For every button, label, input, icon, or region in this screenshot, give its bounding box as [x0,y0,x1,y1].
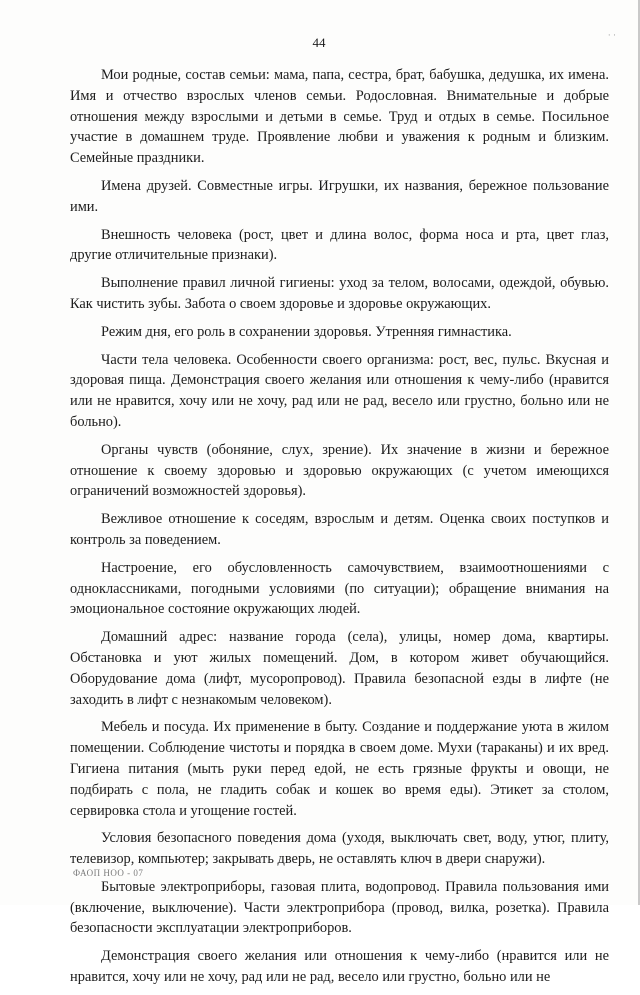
footer-code: ФАОП НОО - 07 [73,868,144,878]
corner-mark: · · [607,30,616,40]
paragraph-home-address: Домашний адрес: название города (села), улицы, номер дома, квартиры. Обстановка и уют жилых помещений. Дом, в котором живет обучающийся. Оборудование дома (лифт, мусоропровод). Правила безопасной езды в лифте (не заходить в лифт с незнакомым человеком). [70,629,609,708]
paragraph-senses: Органы чувств (обоняние, слух, зрение). Их значение в жизни и бережное отношение к своему здоровью и здоровью окружающих (с учетом имеющихся ограничений возможностей здоровья). [70,441,609,500]
paragraph-family: Мои родные, состав семьи: мама, папа, сестра, брат, бабушка, дедушка, их имена. Имя и отчество взрослых членов семьи. Родословная. Внимательные и добрые отношения между взрослыми и детьми в семье. Труд и отдых в семье. Посильное участие в домашнем труде. Проявление любви и уважения к родным и близким. Семейные праздники. [70,67,609,167]
paragraph-politeness: Вежливое отношение к соседям, взрослым и детям. Оценка своих поступков и контроль за поведением. [70,511,609,548]
paragraph-expressing-wishes: Демонстрация своего желания или отношения к чему-либо (нравится или не нравится, хочу или не хочу, рад или не рад, весело или грустно, больно или не [70,948,609,986]
paragraph-daily-routine: Режим дня, его роль в сохранении здоровья. Утренняя гимнастика. [101,323,512,340]
paragraph-body-parts: Части тела человека. Особенности своего организма: рост, вес, пульс. Вкусная и здоровая пища. Демонстрация своего желания или отношения к чему-либо (нравится или не нравится, хочу или не хочу, рад или не рад, весело или грустно, больно или не больно). [70,351,609,430]
paragraph-home-safety: Условия безопасного поведения дома (уходя, выключать свет, воду, утюг, плиту, телевизор, компьютер; закрывать дверь, не оставлять ключ в двери снаружи). [70,830,609,868]
paragraph-furniture: Мебель и посуда. Их применение в быту. Создание и поддержание уюта в жилом помещении. Соблюдение чистоты и порядка в своем доме. Мухи (тараканы) и их вред. Гигиена питания (мыть руки перед едой, не есть грязные фрукты и овощи, не подбирать с пола, не гладить собак и кошек во время еды). Этикет за столом, сервировка стола и угощение гостей. [70,719,609,819]
paragraph-appliances: Бытовые электроприборы, газовая плита, водопровод. Правила пользования ими (включение, выключение). Части электроприбора (провод, вилка, розетка). Правила безопасности эксплуатации электроприборов. [70,878,609,937]
paragraph-friends: Имена друзей. Совместные игры. Игрушки, их названия, бережное пользование ими. [70,177,609,215]
paragraph-hygiene: Выполнение правил личной гигиены: уход за телом, волосами, одеждой, обувью. Как чистить зубы. Забота о своем здоровье и здоровье окружающих. [70,275,609,312]
body-text [70,65,609,995]
paragraph-mood: Настроение, его обусловленность самочувствием, взаимоотношениями с одноклассниками, погодными условиями (по ситуации); обращение внимания на эмоциональное состояние окружающих людей. [70,559,609,618]
page-number: 44 [312,35,326,50]
paragraph-appearance: Внешность человека (рост, цвет и длина волос, форма носа и рта, цвет глаз, другие отличительные признаки). [70,226,609,264]
